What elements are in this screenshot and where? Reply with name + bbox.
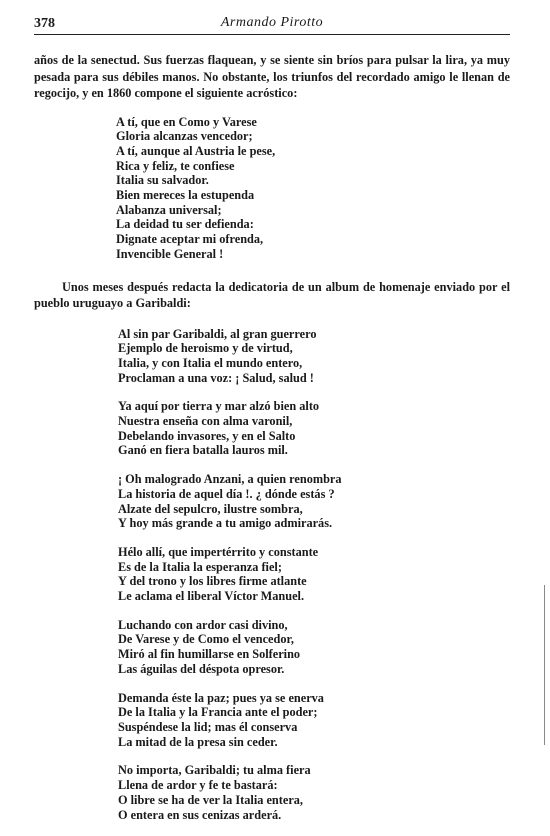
poem-line: Miró al fin humillarse en Solferino [118,647,301,662]
poem-line: Suspéndese la lid; mas él conserva [118,720,298,734]
poem-line: Alzate del sepulcro, ilustre sombra, [118,501,303,516]
poem-line: Bien mereces la estupenda [116,188,255,203]
stanza [118,618,510,677]
scan-edge-mark [544,585,545,745]
running-head: Armando Pirotto [220,15,324,30]
poem-line: Demanda éste la paz; pues ya se enerva [118,690,324,705]
poem-line: La historia de aquel día !. ¿ dónde estás ? [118,486,335,501]
poem-line: No importa, Garibaldi; tu alma fiera [118,763,311,778]
poem-line: Las águilas del déspota opresor. [118,661,285,676]
poem-line: Llena de ardor y fe te bastará: [118,778,278,793]
poem-line: Dignate aceptar mi ofrenda, [116,232,264,247]
stanza [118,399,510,458]
poem-line: De la Italia y la Francia ante el poder; [118,705,318,720]
poem-line: O libre se ha de ver la Italia entera, [118,792,303,807]
stanza [118,327,510,386]
poem-line: Le aclama el liberal Víctor Manuel. [118,589,305,604]
poem-line: Italia, y con Italia el mundo entero, [118,355,303,370]
poem-line: Ganó en fiera batalla lauros mil. [118,443,288,458]
poem-line: Al sin par Garibaldi, al gran guerrero [118,326,317,341]
page-number: 378 [34,16,55,31]
poem-line: Y del trono y los libres firme atlante [118,574,307,589]
paragraph-intro: años de la senectud. Sus fuerzas flaquean, y se siente sin bríos para pulsar la lira, ya muy pesada para sus débiles manos. No obstante, los triunfos del recordado amigo le llenan de regocijo, y en 1860 compone el siguiente acróstico: [34,53,510,100]
poem-line: ¡ Oh malogrado Anzani, a quien renombra [118,472,342,487]
poem-line: Es de la Italia la esperanza fiel; [118,559,282,574]
dedication-poem [118,327,510,823]
poem-line: Ya aquí por tierra y mar alzó bien alto [118,399,320,414]
poem-line: A tí, que en Como y Varese [116,114,257,129]
poem-line: La mitad de la presa sin ceder. [118,734,278,749]
poem-line: Italia su salvador. [116,173,209,188]
poem-line: A tí, aunque al Austria le pese, [116,143,276,158]
stanza [118,763,510,822]
poem-line: La deidad tu ser defienda: [116,217,254,232]
poem-line: Invencible General ! [116,246,224,261]
acrostic-poem [116,115,510,262]
poem-line: Luchando con ardor casi divino, [118,617,288,632]
poem-line: Gloria alcanzas vencedor; [116,129,253,144]
poem-line: De Varese y de Como el vencedor, [118,632,294,647]
stanza [118,472,510,531]
poem-line: Y hoy más grande a tu amigo admirarás. [118,516,333,531]
stanza [118,691,510,750]
poem-line: Nuestra enseña con alma varonil, [118,414,293,429]
poem-line: O entera en sus cenizas arderá. [118,807,282,822]
stanza [118,545,510,604]
poem-line: Rica y feliz, te confiese [116,158,235,173]
paragraph-dedication: Unos meses después redacta la dedicatoria de un album de homenaje enviado por el pueblo uruguayo a Garibaldi: [34,279,510,311]
page-header [34,14,510,35]
poem-line: Debelando invasores, y en el Salto [118,428,296,443]
poem-line: Ejemplo de heroismo y de virtud, [118,341,293,356]
poem-line: Alabanza universal; [116,202,222,217]
poem-line: Hélo allí, que impertérrito y constante [118,544,319,559]
poem-line: Proclaman a una voz: ¡ Salud, salud ! [118,370,314,385]
book-page [34,14,510,836]
